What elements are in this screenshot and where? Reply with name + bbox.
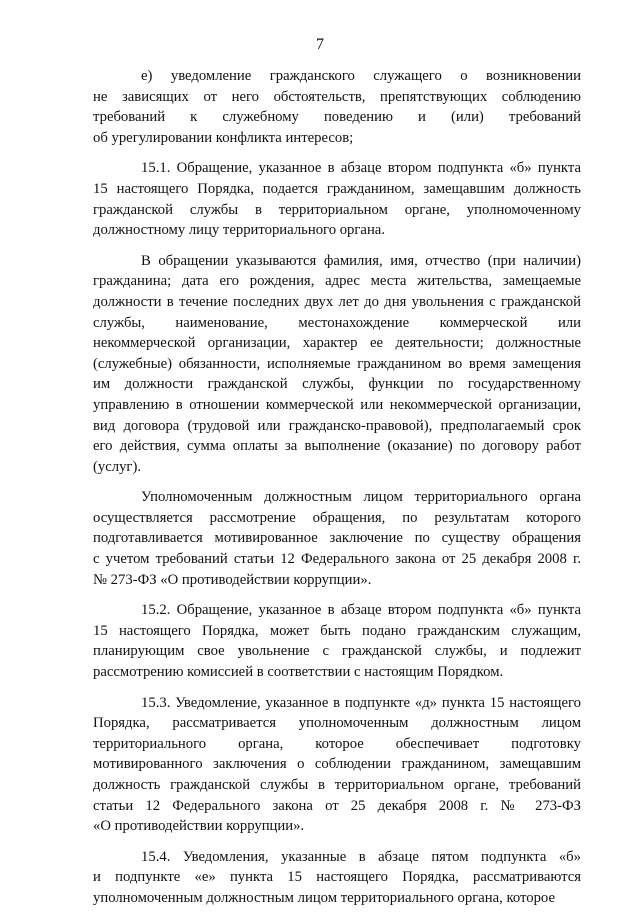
- paragraph: [93, 251, 581, 478]
- text-line: вид договора (трудовой или гражданско-правовой), предполагаемый срок: [93, 417, 581, 434]
- text-line: подготавливается мотивированное заключение по существу обращения: [93, 530, 581, 547]
- text-line: им должности гражданской службы, функции по государственному: [93, 376, 581, 393]
- text-line: требований к служебному поведению и (или) требований: [93, 109, 581, 126]
- paragraph: [93, 487, 581, 590]
- text-line: мотивированного заключения о соблюдении гражданином, замещавшим: [93, 756, 581, 773]
- text-line: (служебные) обязанности, исполняемые гражданином во время замещения: [93, 355, 581, 372]
- text-line: с учетом требований статьи 12 Федерального закона от 25 декабря 2008 г.: [93, 551, 581, 568]
- text-line: № 273-ФЗ «О противодействии коррупции».: [93, 571, 372, 588]
- text-line: Уполномоченным должностным лицом территориального органа: [141, 489, 581, 506]
- text-line: рассмотрению комиссией в соответствии с настоящим Порядком.: [93, 664, 504, 681]
- text-line: планирующим свое увольнение с гражданской службы, и подлежит: [93, 643, 581, 660]
- text-line: 15.3. Уведомление, указанное в подпункте «д» пункта 15 настоящего: [141, 694, 581, 711]
- text-line: гражданской службы в территориальном органе, уполномоченному: [93, 201, 581, 218]
- text-line: гражданина; дата его рождения, адрес места жительства, замещаемые: [93, 273, 581, 290]
- page-number: 7: [316, 36, 324, 53]
- text-line: «О противодействии коррупции».: [93, 818, 305, 835]
- text-line: некоммерческой организации, характер ее деятельности; должностные: [93, 335, 581, 352]
- text-line: 15 настоящего Порядка, подается гражданином, замещавшим должность: [93, 180, 581, 197]
- paragraph: [93, 600, 581, 682]
- text-line: Порядка, рассматривается уполномоченным должностным лицом: [93, 715, 581, 732]
- text-line: 15.1. Обращение, указанное в абзаце втором подпункта «б» пункта: [141, 160, 581, 177]
- text-line: 15.4. Уведомления, указанные в абзаце пятом подпункта «б»: [141, 848, 581, 865]
- text-line: осуществляется рассмотрение обращения, по результатам которого: [93, 509, 581, 526]
- text-line: должности в течение последних двух лет до дня увольнения с гражданской: [93, 293, 581, 310]
- text-line: В обращении указываются фамилия, имя, отчество (при наличии): [141, 252, 581, 269]
- paragraph: [93, 847, 581, 909]
- text-line: должностному лицу территориального органа.: [93, 222, 385, 239]
- document-body: [93, 66, 581, 919]
- text-line: службы, наименование, местонахождение коммерческой или: [93, 314, 581, 331]
- text-line: статьи 12 Федерального закона от 25 декабря 2008 г. № 273-ФЗ: [93, 797, 581, 814]
- paragraph: [93, 66, 581, 148]
- text-line: уполномоченным должностным лицом территориального органа, которое: [93, 889, 555, 906]
- paragraph: [93, 158, 581, 240]
- text-line: должность гражданской службы в территориальном органе, требований: [93, 777, 581, 793]
- text-line: и подпункте «е» пункта 15 настоящего Порядка, рассматриваются: [93, 869, 581, 886]
- text-line: е) уведомление гражданского служащего о возникновении: [141, 68, 581, 84]
- text-line: территориального органа, которое обеспечивает подготовку: [93, 735, 581, 752]
- paragraph: [93, 693, 581, 837]
- text-line: управлению в отношении коммерческой или некоммерческой организации,: [93, 396, 581, 413]
- text-line: его действия, сумма оплаты за выполнение (оказание) по договору работ: [93, 438, 581, 455]
- text-line: не зависящих от него обстоятельств, препятствующих соблюдению: [93, 88, 581, 105]
- text-line: 15 настоящего Порядка, может быть подано гражданским служащим,: [93, 622, 581, 639]
- text-line: (услуг).: [93, 458, 142, 475]
- text-line: об урегулировании конфликта интересов;: [93, 129, 354, 146]
- text-line: 15.2. Обращение, указанное в абзаце втором подпункта «б» пункта: [141, 602, 581, 619]
